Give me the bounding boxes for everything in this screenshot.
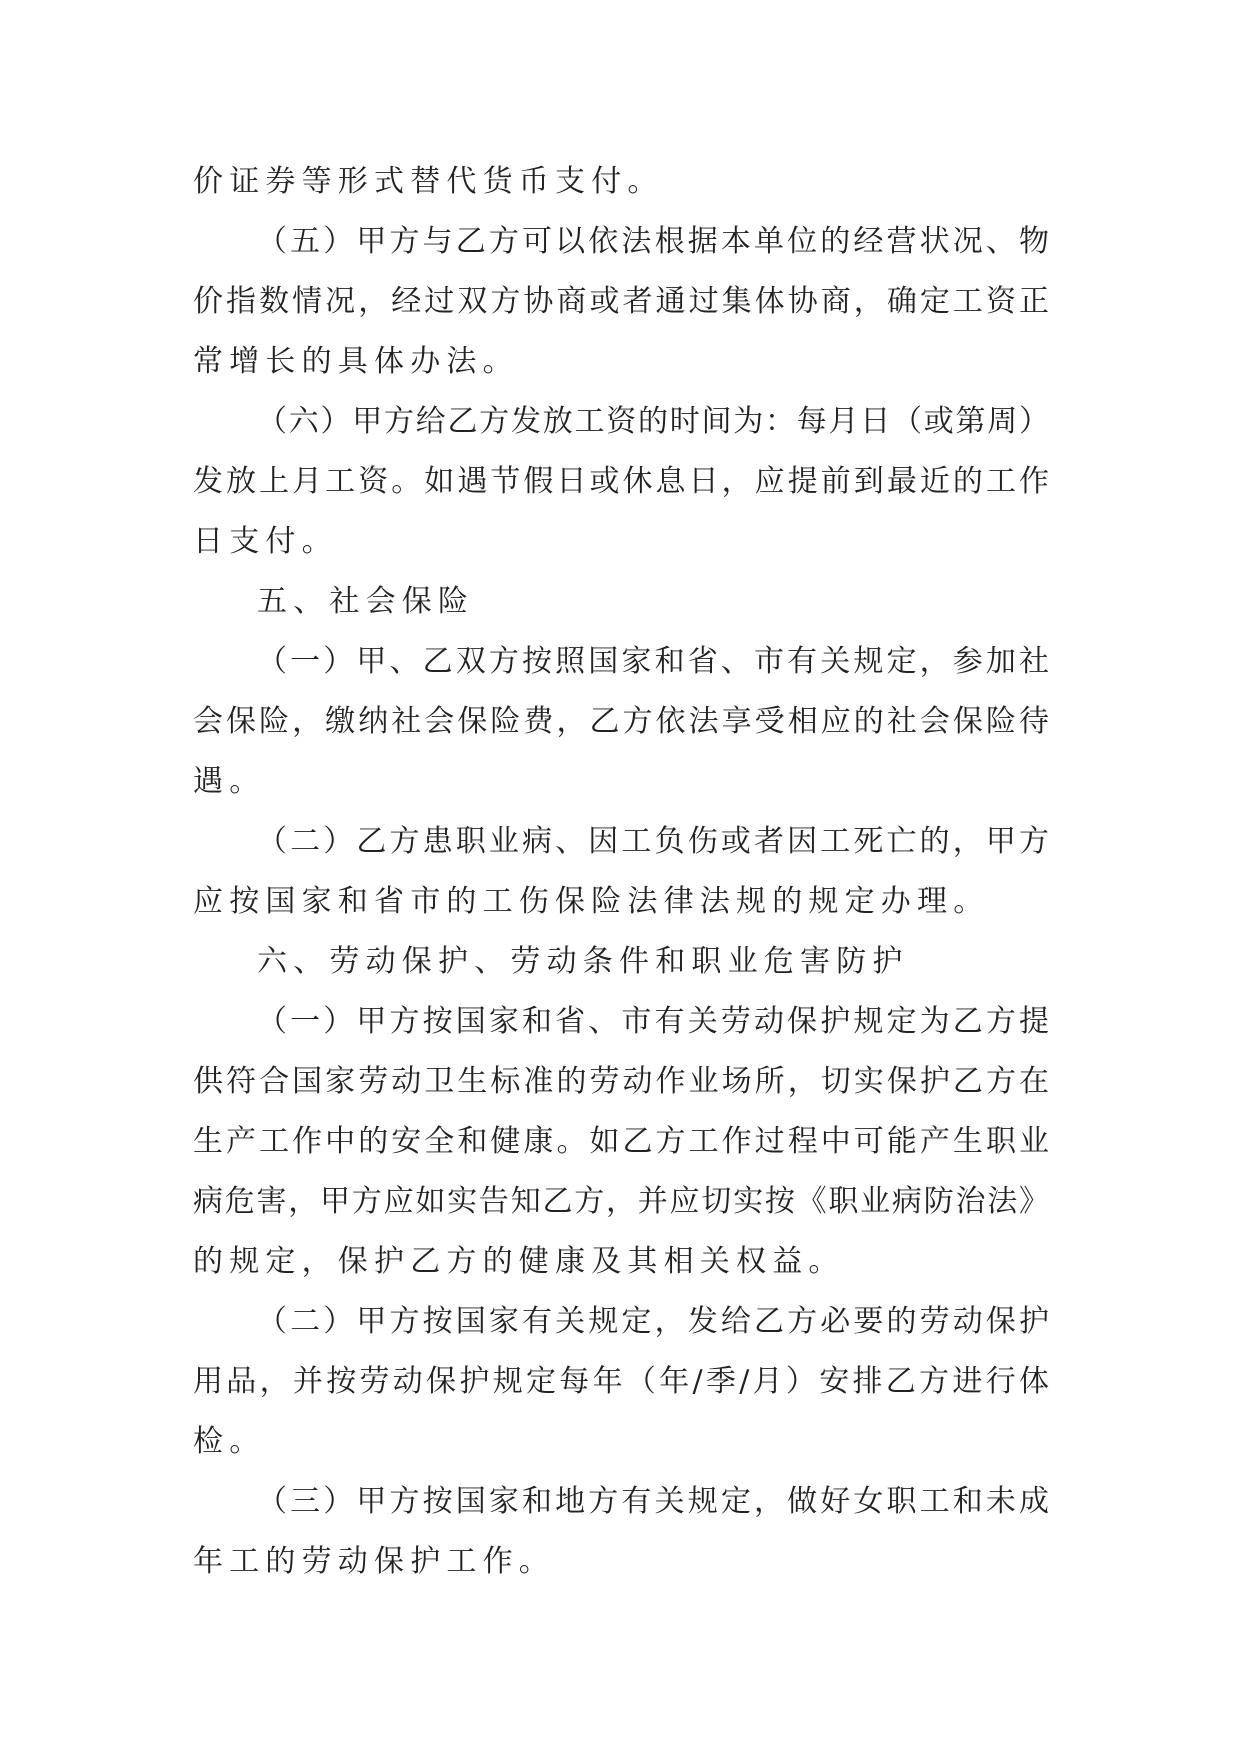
- text-line: 应按国家和省市的工伤保险法律法规的规定办理。: [193, 884, 990, 919]
- text-line: 常增长的具体办法。: [193, 344, 519, 379]
- text-line: 供符合国家劳动卫生标准的劳动作业场所，切实保护乙方在: [193, 1064, 1049, 1099]
- text-line: 检。: [193, 1424, 266, 1459]
- text-line: （二）甲方按国家有关规定，发给乙方必要的劳动保护: [257, 1304, 1049, 1339]
- section-heading: 六、劳动保护、劳动条件和职业危害防护: [257, 944, 909, 979]
- section-heading: 五、社会保险: [257, 584, 475, 619]
- text-line: 日支付。: [193, 524, 338, 559]
- text-line: 用品，并按劳动保护规定每年（年/季/月）安排乙方进行体: [193, 1364, 1049, 1399]
- text-line: （三）甲方按国家和地方有关规定，做好女职工和未成: [257, 1484, 1049, 1519]
- text-line: （一）甲、乙双方按照国家和省、市有关规定，参加社: [257, 644, 1049, 679]
- text-line: （六）甲方给乙方发放工资的时间为：每月日（或第周）: [257, 404, 1049, 439]
- text-line: （五）甲方与乙方可以依法根据本单位的经营状况、物: [257, 224, 1049, 259]
- text-line: 价证券等形式替代货币支付。: [193, 164, 664, 199]
- text-line: 遇。: [193, 764, 266, 799]
- text-line: （二）乙方患职业病、因工负伤或者因工死亡的，甲方: [257, 824, 1049, 859]
- document-page: [193, 152, 1049, 1592]
- text-line: 价指数情况，经过双方协商或者通过集体协商，确定工资正: [193, 284, 1049, 319]
- text-line: 生产工作中的安全和健康。如乙方工作过程中可能产生职业: [193, 1124, 1049, 1159]
- text-line: 的规定，保护乙方的健康及其相关权益。: [193, 1244, 845, 1279]
- text-line: （一）甲方按国家和省、市有关劳动保护规定为乙方提: [257, 1004, 1049, 1039]
- text-line: 发放上月工资。如遇节假日或休息日，应提前到最近的工作: [193, 464, 1049, 499]
- text-line: 会保险，缴纳社会保险费，乙方依法享受相应的社会保险待: [193, 704, 1049, 739]
- text-line: 病危害，甲方应如实告知乙方，并应切实按《职业病防治法》: [193, 1184, 1049, 1219]
- text-line: 年工的劳动保护工作。: [193, 1544, 555, 1579]
